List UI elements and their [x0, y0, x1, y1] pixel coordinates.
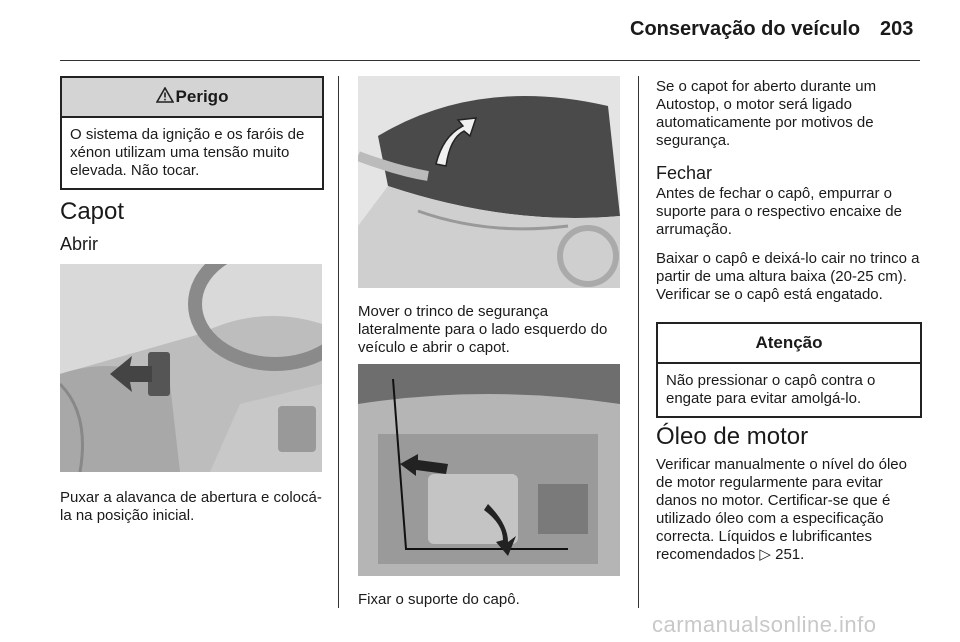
- column-divider-left: [338, 76, 339, 608]
- oil-paragraph-text: Verificar manualmente o nível do óleo de motor regularmente para evitar danos no motor. Certificar-se que é utilizado óleo com a especificação correcta. Líquidos e lubrificantes recomendados: [656, 456, 907, 563]
- section-title-oleo-de-motor: Óleo de motor: [656, 423, 809, 450]
- figure-safety-catch: [358, 76, 620, 288]
- danger-box-text: O sistema da ignição e os faróis de xénon utilizam uma tensão muito elevada. Não tocar.: [70, 126, 305, 179]
- figure-release-lever: [60, 264, 322, 472]
- running-header-title: Conservação do veículo: [630, 18, 861, 40]
- caption-safety-catch: Mover o trinco de segurança lateralmente para o lado esquerdo do veículo e abrir o capot.: [358, 303, 608, 356]
- section-title-capot: Capot: [60, 198, 125, 225]
- autostop-note: Se o capot for aberto durante um Autostop, o motor será ligado automaticamente por motivos de segurança.: [656, 78, 877, 149]
- danger-box: [60, 76, 324, 190]
- attention-box-text: Não pressionar o capô contra o engate para evitar amolgá-lo.: [666, 372, 876, 407]
- subsection-title-fechar: Fechar: [656, 163, 713, 183]
- oil-paragraph: Verificar manualmente o nível do óleo de motor regularmente para evitar danos no motor. Certificar-se que é utilizado óleo com a especificação correcta. Líquidos e lubrificantes recomendados ▷ 251.: [656, 456, 907, 563]
- subsection-title-abrir: Abrir: [60, 234, 99, 254]
- warning-triangle-icon: [156, 87, 174, 108]
- arrow-reference-icon: ▷: [759, 546, 771, 563]
- danger-box-header: [62, 78, 322, 118]
- attention-box-header: Atenção: [658, 324, 920, 364]
- header-rule: [60, 60, 920, 61]
- column-divider-right: [638, 76, 639, 608]
- page-number: 203: [880, 18, 914, 40]
- danger-box-heading: Perigo: [175, 87, 229, 106]
- caption-bonnet-stay: Fixar o suporte do capô.: [358, 591, 520, 608]
- close-paragraph-2: Baixar o capô e deixá-lo cair no trinco a partir de uma altura baixa (20-25 cm). Verificar se o capô está engatado.: [656, 250, 920, 303]
- watermark: carmanualsonline.info: [652, 612, 877, 637]
- oil-page-reference[interactable]: 251: [775, 546, 801, 563]
- close-paragraph-1: Antes de fechar o capô, empurrar o suporte para o respectivo encaixe de arrumação.: [656, 185, 902, 238]
- attention-box: [656, 322, 922, 418]
- caption-release-lever: Puxar a alavanca de abertura e colocá-la na posição inicial.: [60, 489, 322, 524]
- figure-bonnet-stay: [358, 364, 620, 576]
